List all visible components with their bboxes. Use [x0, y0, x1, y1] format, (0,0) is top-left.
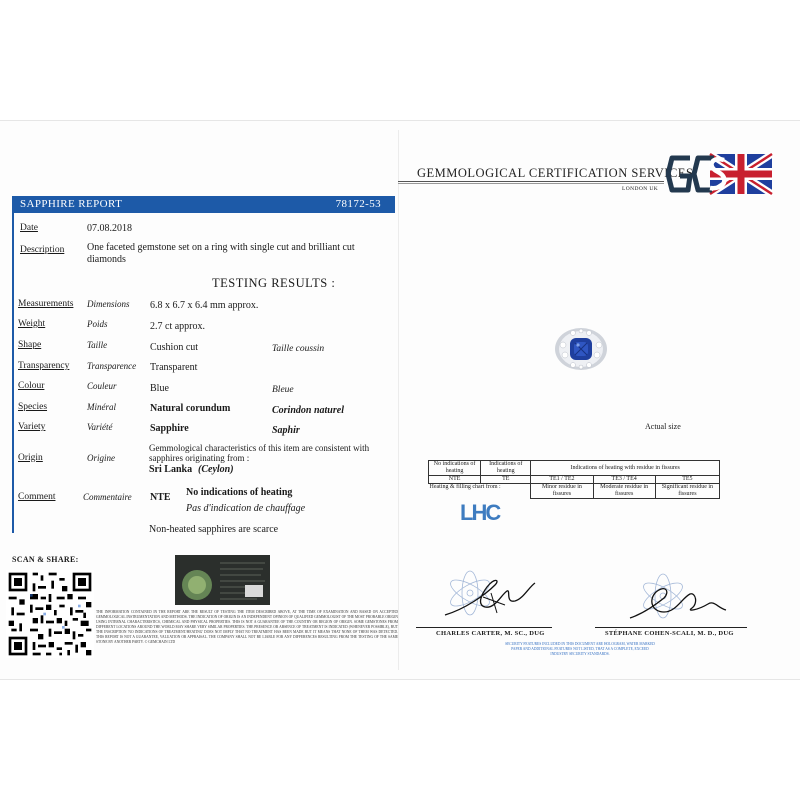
signature-cohen-scali [608, 570, 733, 628]
report-title: SAPPHIRE REPORT [20, 198, 123, 210]
row-label-species: Species [18, 402, 48, 412]
code-te: TE [481, 476, 531, 484]
company-name: GEMMOLOGICAL CERTIFICATION SERVICES [417, 166, 694, 180]
row-value-colour-fr: Bleue [272, 385, 294, 395]
company-rule [398, 181, 664, 182]
row-fr-poids: Poids [87, 319, 108, 329]
code-nte: NTE [429, 476, 481, 484]
row-value-shape: Cushion cut [150, 342, 199, 353]
comment-label: Comment [18, 492, 56, 502]
comment-text-fr: Pas d'indication de chauffage [186, 503, 306, 514]
actual-size-caption: Actual size [645, 422, 681, 431]
comment-fr: Commentaire [83, 492, 132, 502]
row-label-shape: Shape [18, 340, 42, 350]
col-no-indications: No indications of heating [429, 461, 481, 476]
origin-country-alt: (Ceylon) [198, 464, 234, 475]
signature-carter [425, 565, 550, 627]
row-value-species-fr: Corindon naturel [272, 405, 344, 416]
code-te1-te2: TE1 / TE2 [531, 476, 593, 484]
row-value-weight: 2.7 ct approx. [150, 321, 205, 332]
row-value-species: Natural corundum [150, 403, 231, 414]
qr-code[interactable] [6, 570, 94, 658]
date-label: Date [20, 223, 38, 233]
row-label-transparency: Transparency [18, 361, 70, 371]
report-left-rule [12, 213, 14, 533]
gcs-union-jack-logo [666, 152, 774, 196]
company-rule-secondary [398, 183, 664, 184]
report-number: 78172-53 [335, 198, 381, 210]
description-line-1: One faceted gemstone set on a ring with single cut and brilliant cut [87, 242, 355, 253]
row-value-measurements: 6.8 x 6.7 x 6.4 mm approx. [150, 300, 259, 311]
heating-table [428, 460, 720, 499]
signature-line-2 [595, 627, 747, 628]
col-residue-header: Indications of heating with residue in fissures [531, 461, 720, 476]
origin-country: Sri Lanka [149, 464, 193, 475]
code-te3-te4: TE3 / TE4 [593, 476, 655, 484]
row-label-weight: Weight [18, 319, 46, 329]
lhc-lab-logo: LHC [460, 500, 500, 525]
row-fr-mineral: Minéral [87, 402, 116, 412]
row-fr-dimensions: Dimensions [87, 299, 130, 309]
legal-fine-print: THE INFORMATION CONTAINED IN THE REPORT ARE THE RESULT OF TESTING THE ITEM DESCRIBED ABOVE, AT THE TIME OF EXAMINATION AND BASED ON ACCEPTED GEMMOLOGICAL INSTRUMENTATION AND METHODS. THE INDICATION OF ORIGIN IS AN INDEPENDENT OPINION OF QUALIFIED GEMMOLOGIST OF THE MOST PROBABLE ORIGIN USING INTERNAL CHARACTERISTICS, CHEMICAL AND PHYSICAL PROPERTIES. THIS IS NOT A GUARANTEE OF THE COUNTRY OR REGION OF ORIGIN. SOME GEMSTONES FROM DIFFERENT LOCATIONS AROUND THE WORLD MAY SHARE VERY SIMILAR PROPERTIES. THE PRESENCE OR ABSENCE OF TREATMENT IS INDICATED (WHENEVER POSSIBLE), BUT THE INSCRIPTION 'NO INDICATIONS OF TREATMENT/HEATING' DOES NOT IMPLY THAT NO TREATMENT HAS BEEN MADE BUT IT MEANS THAT NONE OF THEM WAS DETECTED. THIS REPORT IS NOT A GUARANTEE, VALUATION OR APPRAISAL. THE COMPANY SHALL NOT BE LIABLE FOR ANY DIFFERENCES RESULTING FROM THE TESTING OF THE SAME STONE BY ANOTHER PARTY. © GEMCHAIN LTD [96, 610, 398, 644]
testing-results-heading: TESTING RESULTS : [212, 276, 336, 290]
row-fr-transparence: Transparence [87, 361, 137, 371]
row-value-shape-fr: Taille coussin [272, 344, 325, 354]
origin-label: Origin [18, 453, 43, 463]
row-label-variety: Variety [18, 422, 46, 432]
report-header-bar [12, 196, 395, 213]
comment-code: NTE [150, 492, 171, 503]
description-label: Description [20, 245, 65, 255]
row-fr-taille: Taille [87, 340, 108, 350]
row-fr-couleur: Couleur [87, 381, 117, 391]
row-value-colour: Blue [150, 383, 169, 394]
desc-minor: Minor residue in fissures [531, 484, 593, 499]
signatory-name-2: STÉPHANE COHEN-SCALI, M. D., DUG [605, 630, 734, 637]
origin-line-2: sapphires originating from : [149, 453, 250, 463]
code-te5: TE5 [655, 476, 719, 484]
signature-line-1 [416, 627, 552, 628]
scan-share-title: SCAN & SHARE: [12, 555, 79, 564]
security-note: SECURITY FEATURES INCLUDED IN THIS DOCUMENT ARE HOLOGRAM, WATER MARKED PAPER AND ADDITIONAL FEATURES NOT LISTED, THAT AS A COMPLETE, EXCEED INDUSTRY SECURITY STANDARDS. [505, 642, 655, 656]
comment-text: No indications of heating [186, 487, 293, 498]
signatory-name-1: CHARLES CARTER, M. SC., DUG [436, 630, 545, 637]
company-location: LONDON UK [622, 186, 659, 192]
row-fr-variete: Variété [87, 422, 113, 432]
date-value: 07.08.2018 [87, 223, 132, 234]
hologram-seal [175, 555, 270, 605]
origin-fr: Origine [87, 453, 115, 463]
gemstone-ring-photo [553, 325, 609, 373]
chart-label: Heating & filling chart from : [429, 484, 501, 490]
description-line-2: diamonds [87, 254, 126, 265]
col-indications: Indications of heating [481, 461, 531, 476]
origin-line-1: Gemmological characteristics of this item are consistent with [149, 443, 370, 453]
row-value-transparency: Transparent [150, 362, 198, 373]
row-label-measurements: Measurements [18, 299, 74, 309]
desc-moderate: Moderate residue in fissures [593, 484, 655, 499]
row-value-variety-fr: Saphir [272, 425, 300, 436]
comment-note: Non-heated sapphires are scarce [149, 524, 279, 535]
row-label-colour: Colour [18, 381, 45, 391]
fold-line [398, 130, 399, 670]
row-value-variety: Sapphire [150, 423, 189, 434]
desc-significant: Significant residue in fissures [655, 484, 719, 499]
